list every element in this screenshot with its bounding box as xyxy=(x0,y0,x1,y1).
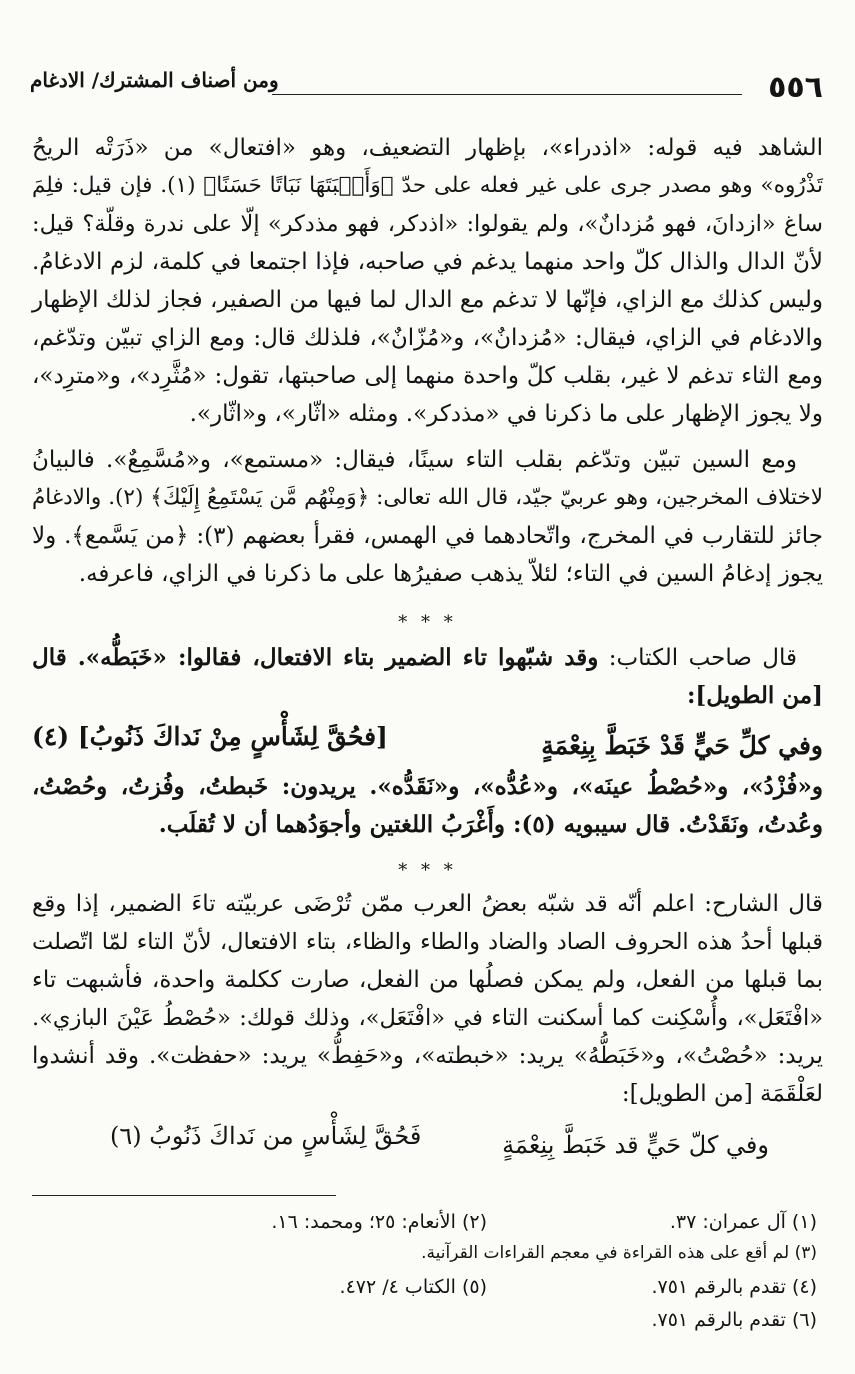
matn2-line-2: وعُدتُ، ونَقَدْتُ. قال سيبويه (٥): وأَغْرَبُ اللغتين وأجوَدُهما أن لا تُقلَب. xyxy=(158,811,823,838)
section-divider-stars: * * * xyxy=(398,612,457,633)
para1-line-4: لأنّ الدال والذال كلّ واحد منهما يدغم في صاحبه، فإذا اجتمعا في كلمة، لزم الادغامُ. xyxy=(32,249,823,275)
running-title: ومن أصناف المشترك/ الادغام xyxy=(30,68,279,92)
para1-line-2: تَذْرُوه» وهو مصدر جرى على غير فعله على حدّ ﴿وَأَنۢبَتَهَا نَبَاتًا حَسَنًا﴾ (١). فإن قيل: فلِمَ xyxy=(32,173,823,198)
para1-line-7: ومع الثاء تدغم لا غير، بقلب كلّ واحدة منهما إلى صاحبتها، تقول: «مُثَّرِد»، و«مترِد»، xyxy=(32,363,823,389)
para3-line-2: قبلها أحدُ هذه الحروف الصاد والضاد والطاء والظاء، بتاء الافتعال، لأنّ التاء لمّا اتّصلت xyxy=(32,929,823,955)
footnote-1: (١) آل عمران: ٣٧. xyxy=(669,1211,817,1233)
matn-text: وقد شبّهوا تاء الضمير بتاء الافتعال، فقالوا: «خَبَطُّه». قال xyxy=(32,644,599,671)
para2-line-1: ومع السين تبيّن وتدّغم بقلب التاء سينًا، فيقال: «مستمع»، و«مُسَّمِعٌ». فالبيانُ xyxy=(32,447,797,473)
para2-line-2: لاختلاف المخرجين، وهو عربيّ جيّد، قال الله تعالى: ﴿وَمِنْهُم مَّن يَسْتَمِعُ إِلَيْكَ﴾ (٢). والادغامُ xyxy=(32,485,824,510)
matn-line-1 xyxy=(32,646,797,670)
para3-line-1: قال الشارح: اعلم أنّه قد شبّه بعضُ العرب ممّن تُرْضَى عربيّته تاءَ الضمير، إذا وقع xyxy=(32,891,823,917)
para1-line-3: ساغ «ازدانَ، فهو مُزدانٌ»، ولم يقولوا: «اذدكر، فهو مذدكر» إلّا على ندرة وقلّة؟ قيل: xyxy=(32,211,823,237)
matn-lead: قال صاحب الكتاب: xyxy=(608,645,797,671)
para3-line-5: يريد: «حُصْتُ»، و«خَبَطُّهُ» يريد: «خبطته»، و«حَفِطُّ» يريد: «حفظت». وقد أنشدوا xyxy=(32,1043,823,1069)
para1-line-1: الشاهد فيه قوله: «اذدراء»، بإظهار التضعيف، وهو «افتعال» من «ذَرَتْه الريحُ xyxy=(32,135,823,161)
footnote-5: (٥) الكتاب ٤/ ٤٧٢. xyxy=(339,1276,487,1298)
para3-line-3: بما قبلها من الفعل، ولم يمكن فصلُها من الفعل، صارت ككلمة واحدة، فأشبهت تاء xyxy=(32,967,823,993)
footnote-6: (٦) تقدم بالرقم ٧٥١. xyxy=(651,1309,817,1331)
verse2-hemistich-2: فَحُقَّ لِشَأْسٍ من نَداكَ ذَنُوبُ (٦) xyxy=(110,1122,422,1150)
page-number: ٥٥٦ xyxy=(768,70,823,105)
para2-line-3: جائز للتقارب في المخرج، واتّحادهما في الهمس، فقرأ بعضهم (٣): ﴿من يَسَّمع﴾. ولا xyxy=(32,523,823,549)
verse1-hemistich-2: [فحُقَّ لِشَأْسٍ مِنْ نَداكَ ذَنُوبُ] (٤) xyxy=(32,722,388,751)
para1-line-5: وليس كذلك مع الزاي، فإنّها لا تدغم مع الدال لما فيها من الصفير، فجاز لذلك الإظهار xyxy=(32,287,823,313)
verse2-hemistich-1: وفي كلّ حَيٍّ قد خَبَطَّ بِنِعْمَةٍ xyxy=(502,1131,769,1159)
footnote-4: (٤) تقدم بالرقم ٧٥١. xyxy=(651,1276,817,1298)
para1-line-6: والادغام في الزاي، فيقال: «مُزدانٌ»، و«مُزّانٌ»، فلذلك قال: ومع الزاي تبيّن وتدّغم، xyxy=(32,325,823,351)
header-rule xyxy=(272,94,742,95)
matn-line-2: [من الطويل]: xyxy=(686,682,823,709)
para3-line-6: لعَلْقَمَة [من الطويل]: xyxy=(621,1081,823,1107)
para3-line-4: «افْتَعَل»، وأُسْكِنت كما أسكنت التاء في «افْتَعَل»، وذلك قولك: «حُصْطُ عَيْنَ البازي». xyxy=(32,1005,823,1031)
verse1-hemistich-1: وفي كلِّ حَيٍّ قَدْ خَبَطَّ بِنِعْمَةٍ xyxy=(541,731,823,760)
section-divider-stars-2: * * * xyxy=(398,860,457,881)
para1-line-8: ولا يجوز الإظهار على ما ذكرنا في «مذدكر». ومثله «اثّار»، و«اثّار». xyxy=(189,401,823,427)
matn2-line-1: و«فُزْدُ»، و«حُصْطُ عينَه»، و«عُدُّه»، و«نَقَدُّه». يريدون: خَبطتُ، وفُزتُ، وحُصْتُ، xyxy=(32,773,823,800)
para2-line-4: يجوز إدغامُ السين في التاء؛ لئلاّ يذهب صفيرُها على ما ذكرنا في الزاي، فاعرفه. xyxy=(78,561,823,587)
footnote-2: (٢) الأنعام: ٢٥؛ ومحمد: ١٦. xyxy=(271,1211,487,1233)
footnote-3: (٣) لم أقع على هذه القراءة في معجم القراءات القرآنية. xyxy=(421,1243,817,1263)
footnote-rule xyxy=(32,1195,336,1196)
